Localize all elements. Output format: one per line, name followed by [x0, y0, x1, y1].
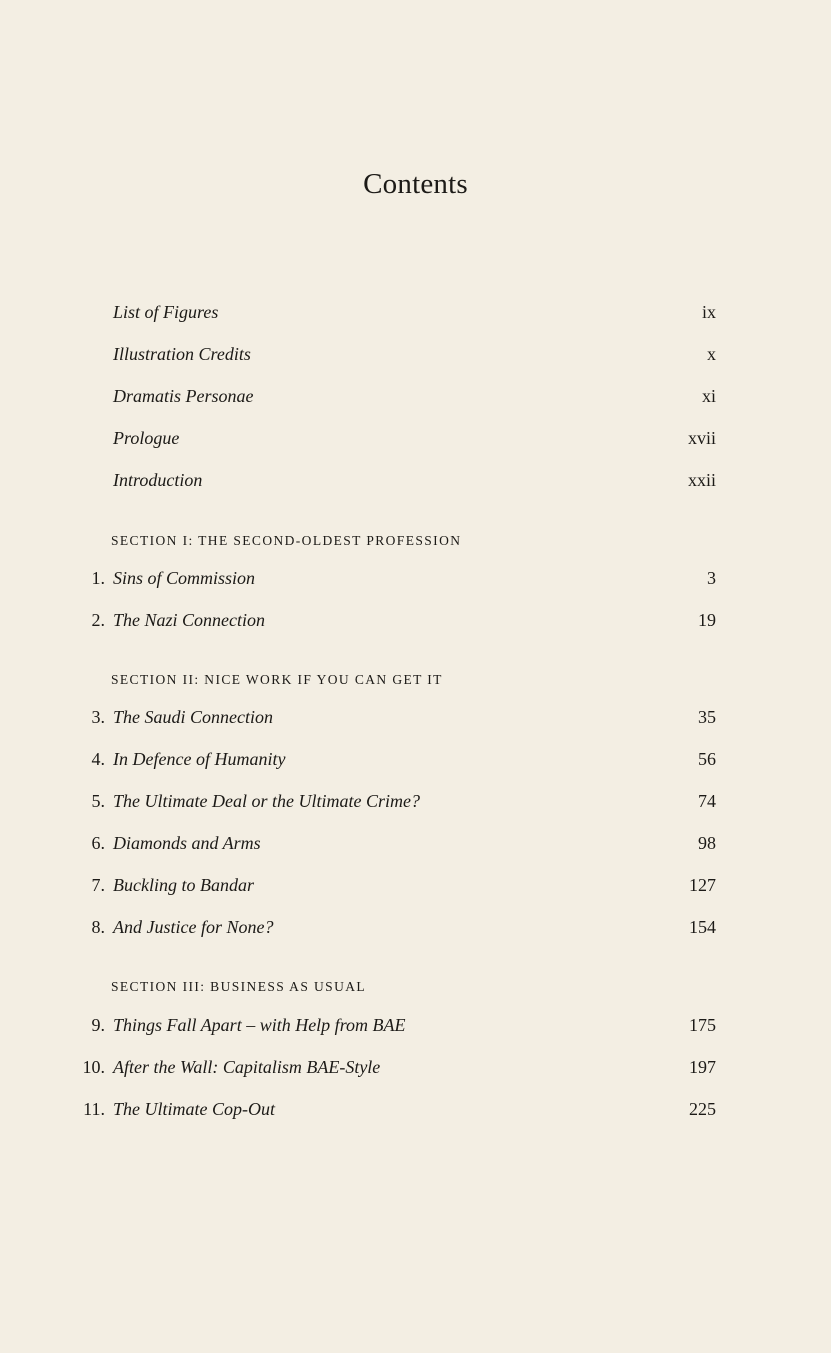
- entry-title: And Justice for None?: [113, 917, 274, 937]
- entry-page: 225: [689, 1099, 716, 1119]
- entry-page: xvii: [687, 428, 716, 448]
- chapter-number: 1.: [91, 568, 105, 588]
- chapter-number: 11.: [83, 1099, 105, 1119]
- entry-page: x: [707, 344, 716, 364]
- entry-title: Illustration Credits: [113, 344, 251, 364]
- entry-title: After the Wall: Capitalism BAE-Style: [113, 1057, 381, 1077]
- entry-page: 175: [689, 1015, 716, 1035]
- entry-page: 98: [698, 833, 716, 853]
- toc-entry[interactable]: [0, 744, 831, 774]
- chapter-number: 4.: [91, 749, 105, 769]
- toc-entry[interactable]: [0, 1094, 831, 1124]
- toc-entry[interactable]: [0, 828, 831, 858]
- entry-title: In Defence of Humanity: [113, 749, 286, 769]
- entry-title: The Nazi Connection: [113, 610, 265, 630]
- entry-page: 3: [707, 568, 716, 588]
- entry-page: 127: [689, 875, 716, 895]
- toc-entry[interactable]: [0, 702, 831, 732]
- toc-entry[interactable]: [0, 381, 831, 411]
- entry-title: Introduction: [113, 470, 203, 490]
- chapter-number: 2.: [91, 610, 105, 630]
- entry-title: The Saudi Connection: [113, 707, 273, 727]
- toc-entry[interactable]: [0, 912, 831, 942]
- chapter-number: 3.: [91, 707, 105, 727]
- entry-page: 154: [689, 917, 716, 937]
- entry-page: ix: [701, 302, 716, 322]
- entry-title: The Ultimate Cop-Out: [113, 1099, 275, 1119]
- entry-title: Things Fall Apart – with Help from BAE: [113, 1015, 406, 1035]
- toc-entry[interactable]: [0, 1052, 831, 1082]
- entry-title: Sins of Commission: [113, 568, 256, 588]
- entry-title: Dramatis Personae: [113, 386, 254, 406]
- chapter-number: 8.: [91, 917, 105, 937]
- entry-page: 19: [698, 610, 716, 630]
- toc-entry[interactable]: [0, 339, 831, 369]
- chapter-number: 9.: [91, 1015, 105, 1035]
- section-heading: SECTION II: NICE WORK IF YOU CAN GET IT: [111, 672, 443, 687]
- entry-title: Prologue: [113, 428, 180, 448]
- chapter-number: 5.: [91, 791, 105, 811]
- toc-entry[interactable]: [0, 1010, 831, 1040]
- toc-entry[interactable]: [0, 297, 831, 327]
- entry-page: 74: [698, 791, 716, 811]
- entry-page: xxii: [687, 470, 716, 490]
- toc-entry[interactable]: [0, 870, 831, 900]
- toc-entry[interactable]: [0, 605, 831, 635]
- page-title: Contents: [363, 168, 468, 200]
- chapter-number: 10.: [82, 1057, 105, 1077]
- section-heading: SECTION III: BUSINESS AS USUAL: [111, 979, 367, 994]
- chapter-number: 6.: [91, 833, 105, 853]
- chapter-number: 7.: [91, 875, 105, 895]
- entry-page: 56: [698, 749, 716, 769]
- entry-title: Diamonds and Arms: [113, 833, 261, 853]
- entry-page: xi: [701, 386, 716, 406]
- entry-title: Buckling to Bandar: [113, 875, 254, 895]
- entry-page: 35: [698, 707, 716, 727]
- toc-entry[interactable]: [0, 563, 831, 593]
- entry-title: The Ultimate Deal or the Ultimate Crime?: [113, 791, 420, 811]
- section-heading: SECTION I: THE SECOND-OLDEST PROFESSION: [111, 533, 462, 548]
- toc-entry[interactable]: [0, 423, 831, 453]
- toc-entry[interactable]: [0, 786, 831, 816]
- entry-page: 197: [689, 1057, 716, 1077]
- entry-title: List of Figures: [113, 302, 219, 322]
- toc-entry[interactable]: [0, 465, 831, 495]
